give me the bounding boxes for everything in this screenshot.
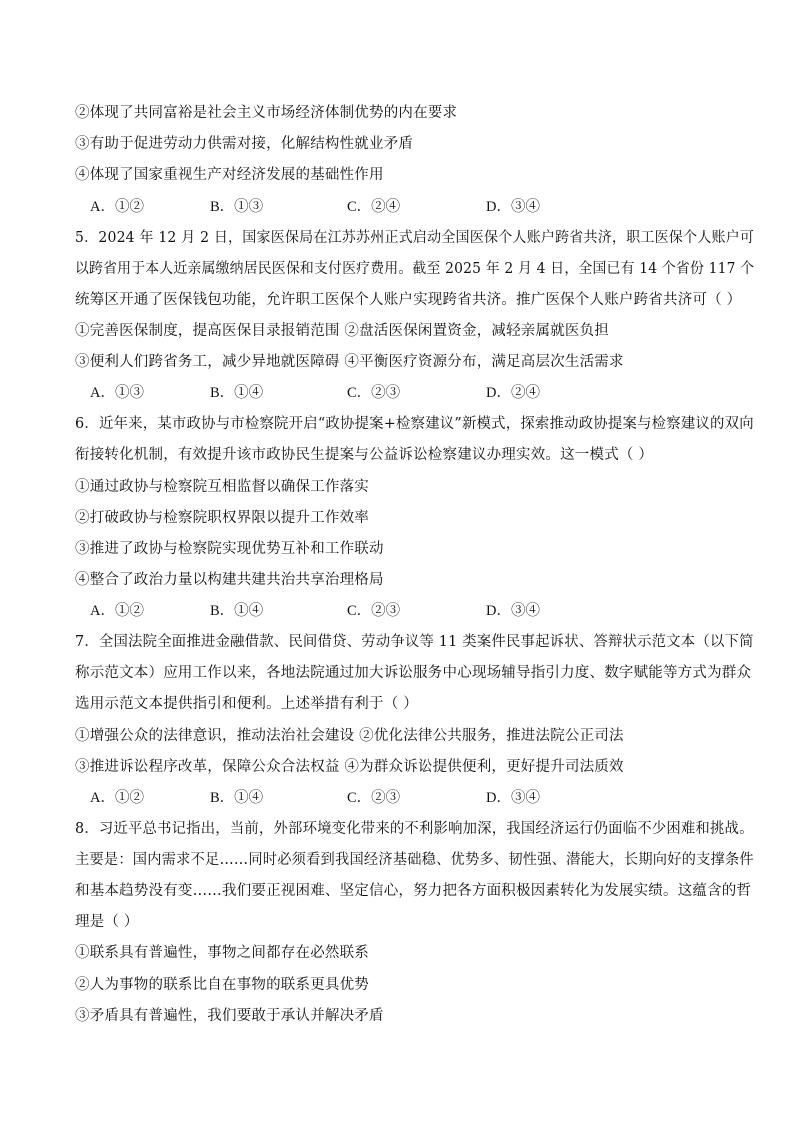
q8-stem-line-1: 8．习近平总书记指出，当前，外部环境变化带来的不利影响加深，我国经济运行仍面临不少困难和挑战。 — [75, 821, 754, 837]
option-d: D．③④ — [486, 199, 540, 215]
q7-answer-options — [90, 788, 650, 808]
option-b: B．①④ — [210, 385, 264, 401]
option-d: D．②④ — [486, 385, 540, 401]
option-b: B．①③ — [210, 199, 264, 215]
q6-answer-options — [90, 601, 650, 621]
statement-2: ②体现了共同富裕是社会主义市场经济体制优势的内在要求 — [75, 105, 458, 121]
answer-options — [90, 197, 650, 217]
q7-stem-line-3: 选用示范文本提供指引和便利。上述举措有利于（ ） — [75, 696, 418, 712]
q5-stem-line-2: 以跨省用于本人近亲属缴纳居民医保和支付医疗费用。截至 2025 年 2 月 4 日，全国已有 14 个省份 117 个 — [75, 261, 755, 277]
q7-stem-line-1: 7．全国法院全面推进金融借款、民间借贷、劳动争议等 11 类案件民事起诉状、答辩状示范文本（以下简 — [75, 634, 754, 650]
option-c: C．②③ — [347, 385, 401, 401]
option-c: C．②④ — [347, 199, 401, 215]
q6-stem-line-2: 衔接转化机制，有效提升该市政协民生提案与公益诉讼检察建议办理实效。这一模式（ ） — [75, 447, 654, 463]
option-b: B．①④ — [210, 790, 264, 806]
option-d: D．③④ — [486, 790, 540, 806]
q7-statements-row-1: ①增强公众的法律意识，推动法治社会建设 ②优化法律公共服务，推进法院公正司法 — [75, 728, 624, 744]
option-d: D．③④ — [486, 603, 540, 619]
q5-answer-options — [90, 383, 650, 403]
q8-stem-line-4: 理是（ ） — [75, 914, 139, 930]
option-c: C．②③ — [347, 603, 401, 619]
option-b: B．①④ — [210, 603, 264, 619]
q6-statement-4: ④整合了政治力量以构建共建共治共享治理格局 — [75, 572, 384, 588]
statement-4: ④体现了国家重视生产对经济发展的基础性作用 — [75, 167, 384, 183]
q6-statement-3: ③推进了政协与检察院实现优势互补和工作联动 — [75, 541, 384, 557]
option-a: A．①③ — [90, 385, 144, 401]
option-a: A．①② — [90, 603, 144, 619]
q7-statements-row-2: ③推进诉讼程序改革，保障公众合法权益 ④为群众诉讼提供便利，更好提升司法质效 — [75, 759, 624, 775]
option-a: A．①② — [90, 199, 144, 215]
q6-stem-line-1: 6．近年来，某市政协与市检察院开启“政协提案+检察建议”新模式，探索推动政协提案与检察建议的双向 — [75, 416, 754, 432]
q5-stem-line-1: 5．2024 年 12 月 2 日，国家医保局在江苏苏州正式启动全国医保个人账户跨省共济，职工医保个人账户可 — [75, 230, 755, 246]
q8-statement-3: ③矛盾具有普遍性，我们要敢于承认并解决矛盾 — [75, 1008, 384, 1024]
statement-3: ③有助于促进劳动力供需对接，化解结构性就业矛盾 — [75, 136, 414, 152]
q6-statement-1: ①通过政协与检察院互相监督以确保工作落实 — [75, 479, 369, 495]
option-a: A．①② — [90, 790, 144, 806]
q8-statement-2: ②人为事物的联系比自在事物的联系更具优势 — [75, 977, 369, 993]
q6-statement-2: ②打破政协与检察院职权界限以提升工作效率 — [75, 510, 369, 526]
q7-stem-line-2: 称示范文本）应用工作以来，各地法院通过加大诉讼服务中心现场辅导指引力度、数字赋能等方式为群众 — [75, 665, 752, 681]
q5-stem-line-3: 统筹区开通了医保钱包功能，允许职工医保个人账户实现跨省共济。推广医保个人账户跨省共济可（ ） — [75, 292, 742, 308]
q5-statements-row-1: ①完善医保制度，提高医保目录报销范围 ②盘活医保闲置资金，减轻亲属就医负担 — [75, 323, 610, 339]
q8-stem-line-2: 主要是：国内需求不足……同时必须看到我国经济基础稳、优势多、韧性强、潜能大，长期向好的支撑条件 — [75, 852, 754, 868]
q8-statement-1: ①联系具有普遍性，事物之间都存在必然联系 — [75, 945, 369, 961]
option-c: C．②③ — [347, 790, 401, 806]
q8-stem-line-3: 和基本趋势没有变……我们要正视困难、坚定信心，努力把各方面积极因素转化为发展实绩。这蕴含的哲 — [75, 883, 752, 899]
q5-statements-row-2: ③便利人们跨省务工，减少异地就医障碍 ④平衡医疗资源分布，满足高层次生活需求 — [75, 354, 624, 370]
